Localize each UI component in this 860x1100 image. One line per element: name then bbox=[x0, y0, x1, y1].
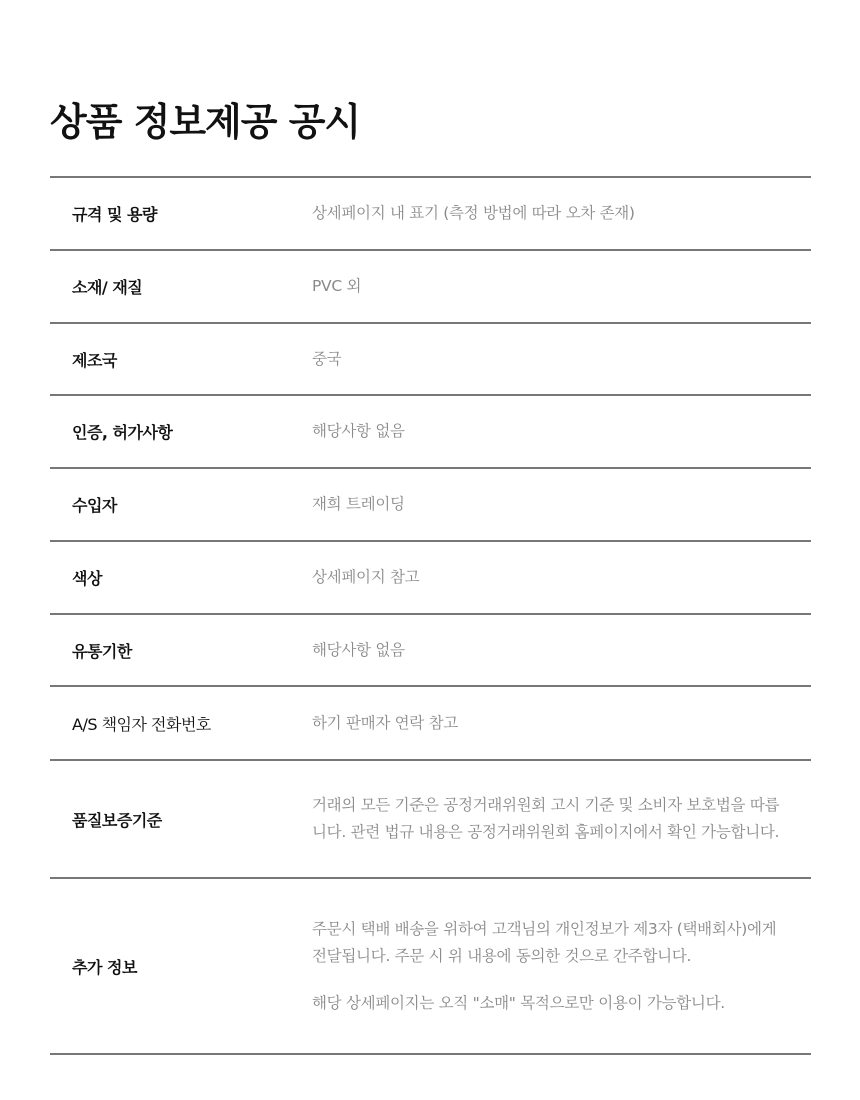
row-label: 유통기한 bbox=[72, 641, 132, 661]
table-row bbox=[50, 396, 811, 469]
row-value: 하기 판매자 연락 참고 bbox=[312, 713, 458, 732]
table-row bbox=[50, 324, 811, 396]
row-value: 해당사항 없음 bbox=[312, 422, 405, 440]
row-value: PVC 외 bbox=[312, 277, 362, 295]
row-value: 상세페이지 내 표기 (측정 방법에 따라 오차 존재) bbox=[312, 204, 635, 222]
row-label: 인증, 허가사항 bbox=[72, 423, 173, 442]
row-value: 해당사항 없음 bbox=[312, 640, 405, 659]
row-value: 중국 bbox=[312, 349, 342, 368]
table-row bbox=[50, 615, 811, 687]
row-label: 품질보증기준 bbox=[72, 810, 162, 830]
row-label: 규격 및 용량 bbox=[72, 205, 157, 224]
row-value-paragraph: 주문시 택배 배송을 위하여 고객님의 개인정보가 제3자 (택배회사)에게 전달됩니다. 주문 시 위 내용에 동의한 것으로 간주합니다. bbox=[312, 919, 777, 965]
row-label: 색상 bbox=[72, 569, 102, 588]
row-label: 소재/ 재질 bbox=[72, 278, 143, 297]
row-value: 상세페이지 참고 bbox=[312, 568, 420, 586]
row-value: 재희 트레이딩 bbox=[312, 495, 405, 513]
row-value bbox=[312, 879, 811, 1053]
page-title: 상품 정보제공 공시 bbox=[50, 100, 361, 144]
product-info-table bbox=[50, 176, 811, 1055]
table-row bbox=[50, 879, 811, 1055]
row-label: A/S 책임자 전화번호 bbox=[72, 714, 211, 734]
row-label: 추가 정보 bbox=[72, 957, 137, 977]
table-row bbox=[50, 178, 811, 251]
row-label: 제조국 bbox=[72, 350, 117, 370]
row-label: 수입자 bbox=[72, 496, 117, 515]
table-row bbox=[50, 542, 811, 615]
table-row bbox=[50, 469, 811, 542]
table-row bbox=[50, 251, 811, 324]
row-value: 거래의 모든 기준은 공정거래위원회 고시 기준 및 소비자 보호법을 따릅니다. 관련 법규 내용은 공정거래위원회 홈페이지에서 확인 가능합니다. bbox=[312, 796, 780, 841]
table-row bbox=[50, 761, 811, 879]
row-value-paragraph: 해당 상세페이지는 오직 "소매" 목적으로만 이용이 가능합니다. bbox=[312, 993, 725, 1012]
table-row bbox=[50, 687, 811, 761]
